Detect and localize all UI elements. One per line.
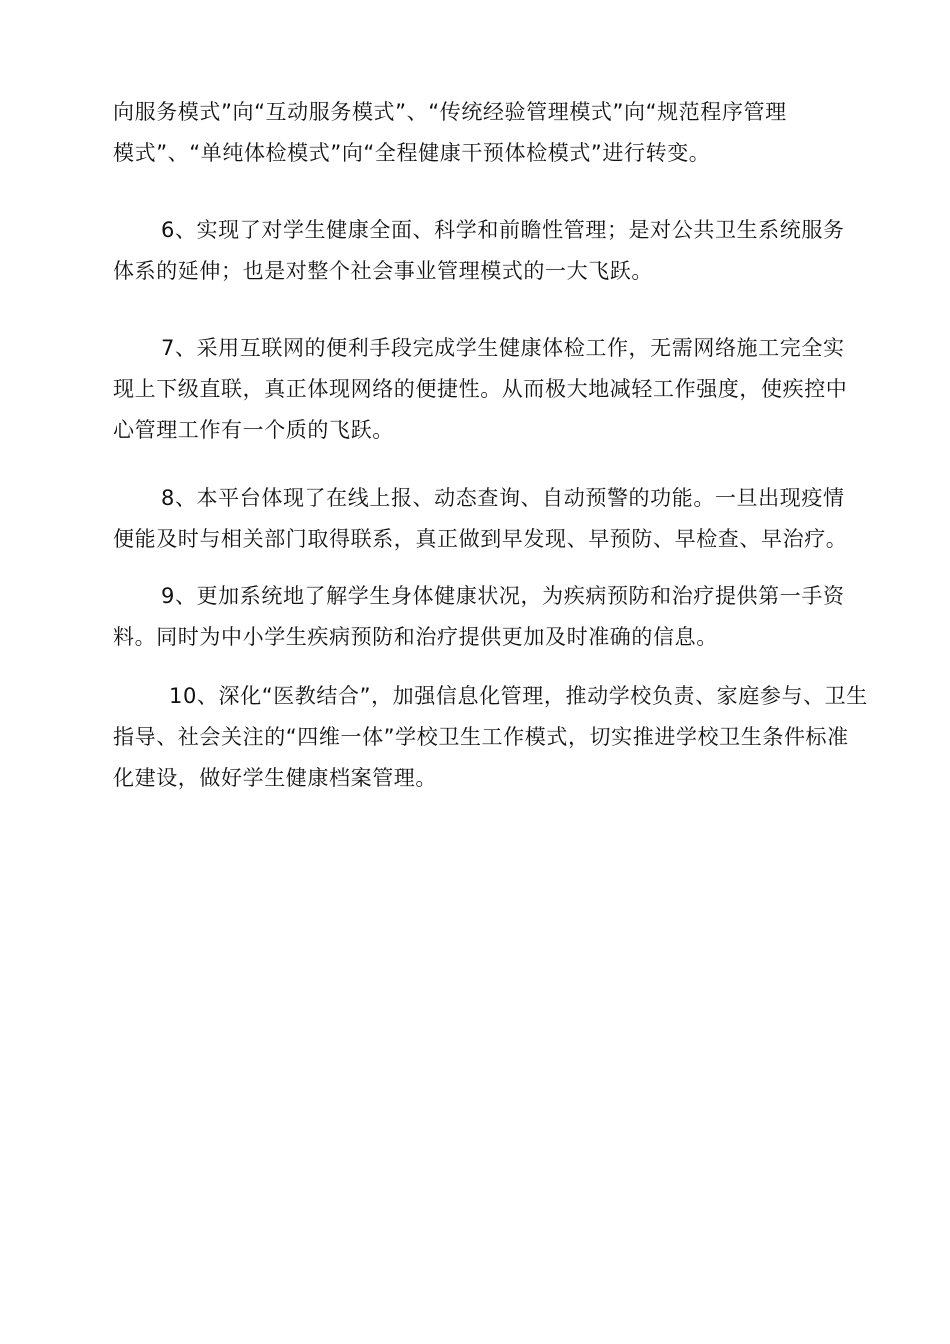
paragraph-line: 体系的延伸；也是对整个社会事业管理模式的一大飞跃。	[113, 259, 653, 283]
paragraph-line: 心管理工作有一个质的飞跃。	[113, 418, 394, 442]
paragraph-line: 便能及时与相关部门取得联系，真正做到早发现、早预防、早检查、早治疗。	[113, 527, 848, 551]
paragraph-8	[113, 478, 883, 560]
paragraph-line: 现上下级直联，真正体现网络的便捷性。从而极大地减轻工作强度，使疾控中	[113, 377, 848, 401]
paragraph-10	[113, 676, 883, 799]
paragraph-line: 向服务模式”向“互动服务模式”、“传统经验管理模式”向“规范程序管理	[113, 100, 787, 124]
paragraph-line: 料。同时为中小学生疾病预防和治疗提供更加及时准确的信息。	[113, 625, 718, 649]
paragraph-6	[113, 210, 883, 292]
paragraph-line: 10、深化“医教结合”，加强信息化管理，推动学校负责、家庭参与、卫生	[169, 684, 868, 708]
paragraph-line: 9、更加系统地了解学生身体健康状况，为疾病预防和治疗提供第一手资	[161, 584, 845, 608]
paragraph-line: 8、本平台体现了在线上报、动态查询、自动预警的功能。一旦出现疫情	[161, 486, 845, 510]
paragraph-7	[113, 328, 883, 451]
paragraph-9	[113, 576, 883, 658]
paragraph-line: 模式”、“单纯体检模式”向“全程健康干预体检模式”进行转变。	[113, 141, 711, 165]
paragraph-line: 指导、社会关注的“四维一体”学校卫生工作模式，切实推进学校卫生条件标准	[113, 725, 849, 749]
paragraph-line: 6、实现了对学生健康全面、科学和前瞻性管理；是对公共卫生系统服务	[161, 218, 845, 242]
paragraph-5-continued	[113, 92, 883, 174]
paragraph-line: 7、采用互联网的便利手段完成学生健康体检工作，无需网络施工完全实	[161, 336, 845, 360]
paragraph-line: 化建设，做好学生健康档案管理。	[113, 766, 437, 790]
